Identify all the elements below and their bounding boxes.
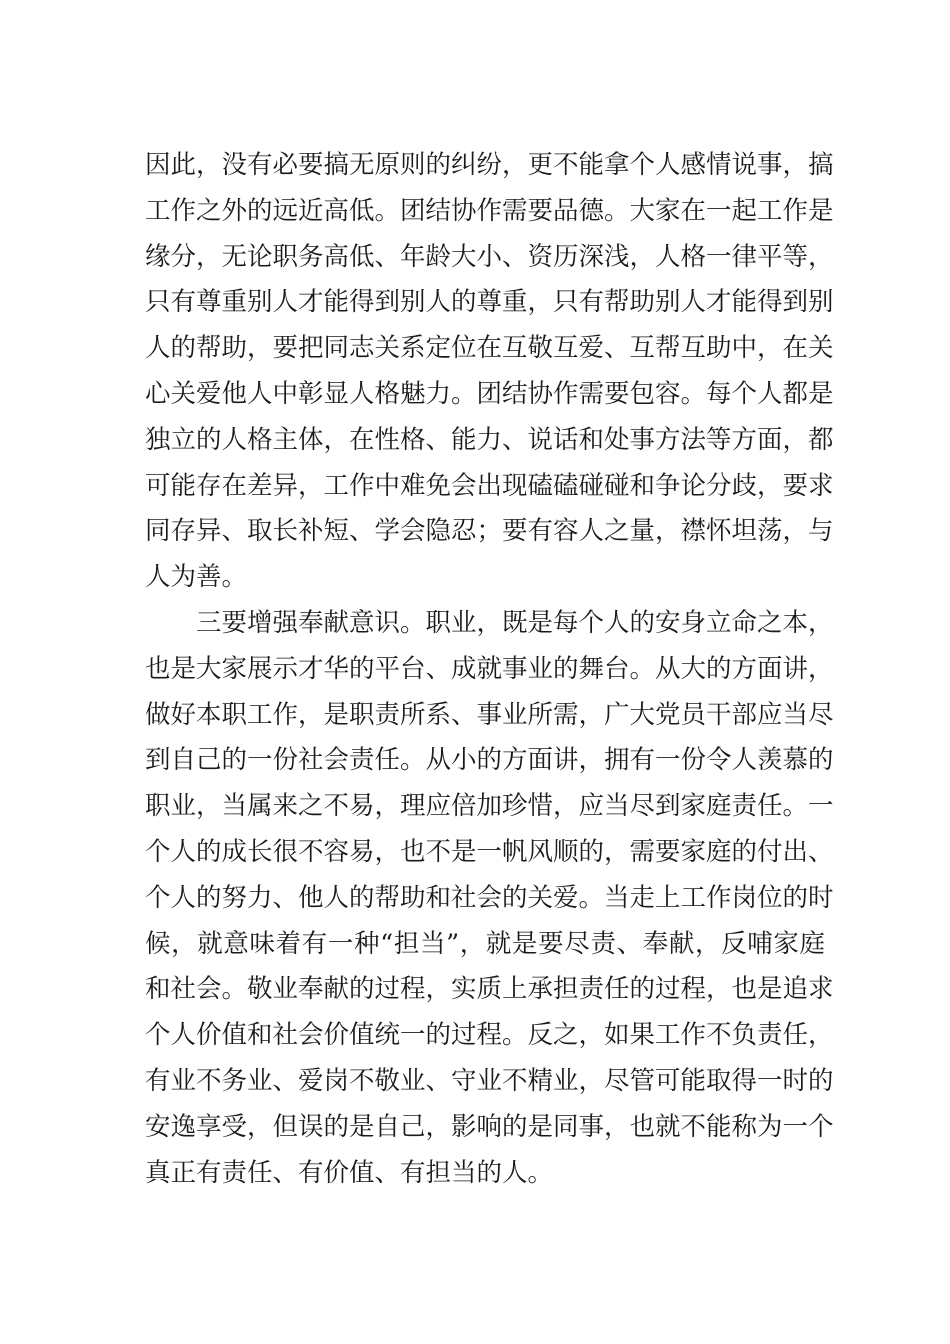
text-line: 只有尊重别人才能得到别人的尊重，只有帮助别人才能得到别 [145,287,834,318]
text-line: 个人的成长很不容易，也不是一帆风顺的，需要家庭的付出、 [145,836,834,867]
text-line: 缘分，无论职务高低、年龄大小、资历深浅，人格一律平等， [145,241,834,272]
paragraph-2 [145,601,834,1196]
text-line: 做好本职工作，是职责所系、事业所需，广大党员干部应当尽 [145,699,834,730]
text-line: 因此，没有必要搞无原则的纠纷，更不能拿个人感情说事，搞 [145,150,834,180]
text-line: 独立的人格主体，在性格、能力、说话和处事方法等方面，都 [145,424,834,455]
text-line: 到自己的一份社会责任。从小的方面讲，拥有一份令人羡慕的 [145,745,834,776]
text-line: 和社会。敬业奉献的过程，实质上承担责任的过程，也是追求 [145,974,834,1005]
text-line: 有业不务业、爱岗不敬业、守业不精业，尽管可能取得一时的 [145,1065,834,1096]
document-body [145,143,834,1196]
text-line: 可能存在差异，工作中难免会出现磕磕碰碰和争论分歧，要求 [145,470,834,501]
text-line: 人为善。 [145,562,248,593]
text-line: 候，就意味着有一种“担当”，就是要尽责、奉献，反哺家庭 [145,928,825,959]
text-line: 人的帮助，要把同志关系定位在互敬互爱、互帮互助中，在关 [145,333,834,364]
text-line: 安逸享受，但误的是自己，影响的是同事，也就不能称为一个 [145,1111,834,1142]
text-line: 个人价值和社会价值统一的过程。反之，如果工作不负责任， [145,1020,834,1051]
text-line: 职业，当属来之不易，理应倍加珍惜，应当尽到家庭责任。一 [145,791,834,822]
text-line: 同存异、取长补短、学会隐忍；要有容人之量，襟怀坦荡，与 [145,516,834,547]
text-line: 个人的努力、他人的帮助和社会的关爱。当走上工作岗位的时 [145,882,834,913]
text-line: 工作之外的远近高低。团结协作需要品德。大家在一起工作是 [145,195,834,226]
text-line: 真正有责任、有价值、有担当的人。 [145,1157,554,1188]
text-line: 也是大家展示才华的平台、成就事业的舞台。从大的方面讲， [145,653,834,684]
text-line: 三要增强奉献意识。职业，既是每个人的安身立命之本， [196,607,834,638]
paragraph-1 [145,143,834,601]
text-line: 心关爱他人中彰显人格魅力。团结协作需要包容。每个人都是 [145,378,834,409]
